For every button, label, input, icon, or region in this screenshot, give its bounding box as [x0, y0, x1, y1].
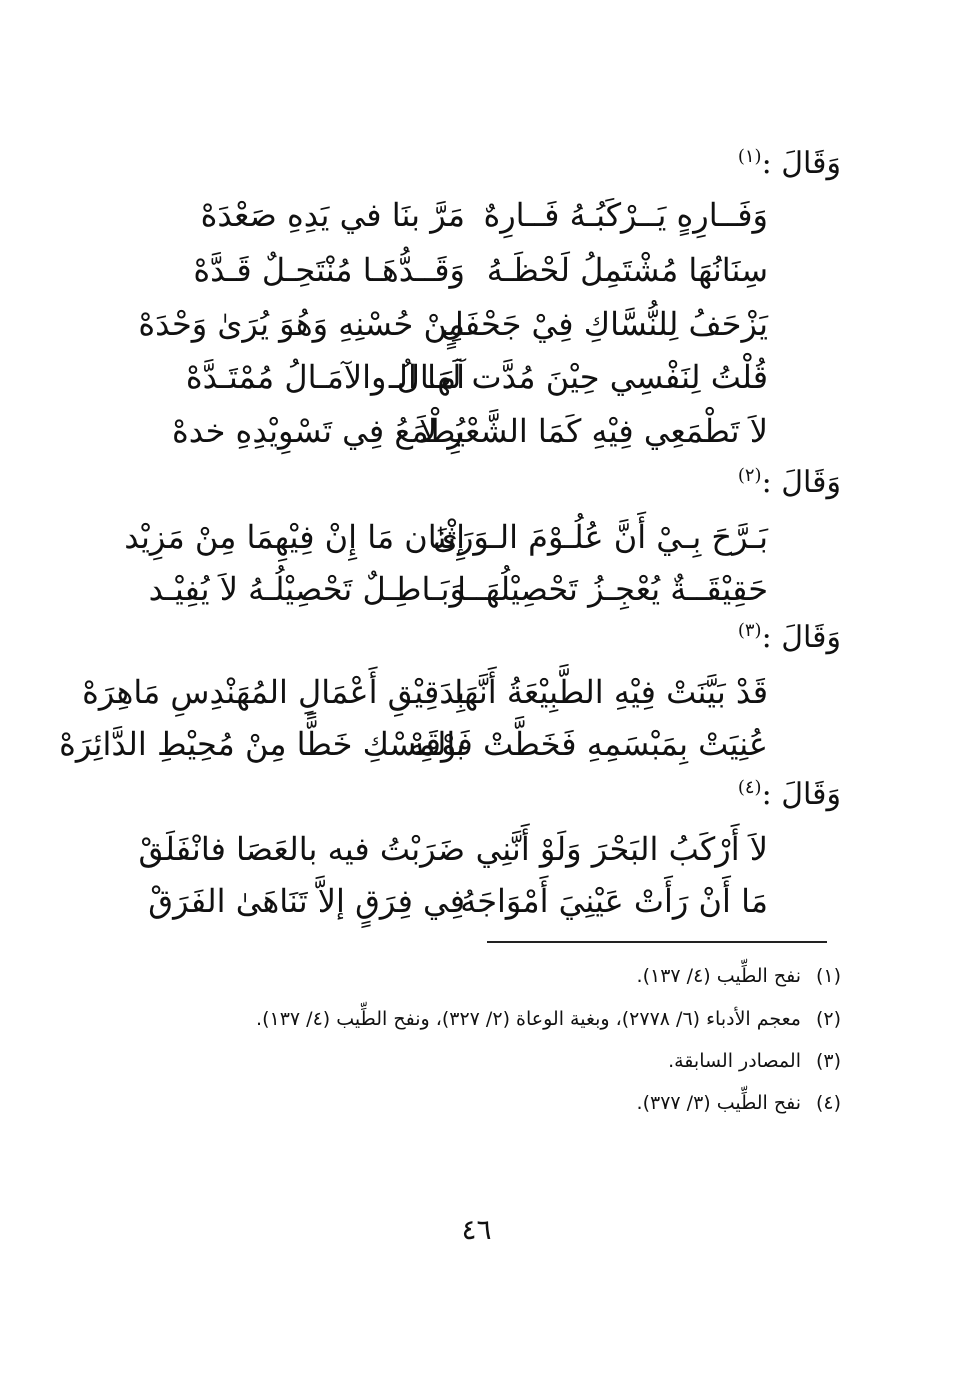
intro-text: وَقَالَ :	[761, 146, 841, 181]
footnote-ref: (٤)	[737, 777, 762, 798]
footnote-number: (١)	[815, 965, 841, 987]
verse-first-hemistich: وَفَــارِهٍ يَــرْكَبُـهُ فَــارِهٌ	[483, 196, 768, 234]
verse-first-hemistich: مَا أَنْ رَأَتْ عَيْنِيَ أَمْوَاجَهُ	[460, 882, 768, 920]
verse-second-hemistich: آمَـالُ والآمَـالُ مُمْتَـدَّهْ	[185, 358, 465, 396]
verse-first-hemistich: قُلْتُ لِنَفْسِي حِيْنَ مُدَّت لَهَا الـ	[388, 358, 768, 396]
verse-first-hemistich: لاَ أَرْكَبُ البَحْرَ وَلَوْ أَنَّنِي	[475, 830, 768, 868]
footnote	[637, 1092, 841, 1114]
verse-first-hemistich: عُنِيَتْ بِمَبْسَمِهِ فَخَطَّتْ فَوْقَهْ	[408, 725, 768, 763]
verse-first-hemistich: سِنَانُهَا مُشْتَمِلُ لَحْظَـهُ	[486, 251, 768, 289]
verse-second-hemistich: بِدَقِيْقِ أَعْمَالِ المُهَنْدِسِ مَاهِرَهْ	[82, 673, 465, 711]
verse-second-hemistich: إِثْنَان مَا إِنْ فِيْهِمَا مِنْ مَزِيْد	[124, 518, 465, 556]
footnote	[637, 965, 841, 987]
poem-intro	[738, 777, 841, 812]
verse-second-hemistich: وَقَــدُّهَـا مُنْتَحِـلٌ قَـدَّهْ	[193, 251, 465, 289]
poem-intro	[738, 465, 841, 500]
footnote-text: نفح الطِّيب (٤/ ١٣٧).	[636, 965, 801, 987]
footnote-text: المصادر السابقة.	[668, 1050, 801, 1072]
verse-second-hemistich: ضَرَبْتُ فيه بالعَصَا فانْفَلَقْ	[138, 830, 465, 868]
verse-second-hemistich: بالمِسْكِ خَطًّا مِنْ مُحِيْطِ الدَّائِرَهْ	[59, 725, 465, 763]
intro-text: وَقَالَ :	[761, 465, 841, 500]
footnote	[256, 1008, 841, 1030]
verse-first-hemistich: لاَ تَطْمَعِي فِيْهِ كَمَا الشَّعْرِ لاَ	[419, 412, 768, 450]
verse-first-hemistich: بَـرَّحَ بِـيْ أَنَّ عُلُـوْمَ الـوَرَىٰ	[432, 518, 768, 556]
footnote-separator	[487, 941, 827, 943]
footnote	[668, 1050, 841, 1072]
footnote-text: معجم الأدباء (٦/ ٢٧٧٨)، وبغية الوعاة (٢/ ٣٢٧)، ونفح الطِّيب (٤/ ١٣٧).	[256, 1008, 801, 1030]
poem-intro	[738, 620, 841, 655]
footnote-number: (٣)	[815, 1050, 841, 1072]
footnote-number: (٢)	[815, 1008, 841, 1030]
footnote-ref: (١)	[737, 146, 762, 167]
footnote-text: نفح الطِّيب (٣/ ٣٧٧).	[636, 1092, 801, 1114]
intro-text: وَقَالَ :	[761, 620, 841, 655]
verse-second-hemistich: مَرَّ بنَا في يَدِهِ صَعْدَهْ	[200, 196, 465, 234]
poem-intro	[738, 146, 841, 181]
footnote-ref: (٣)	[737, 620, 762, 641]
verse-first-hemistich: حَقِيْقَــةٌ يُعْجِـزُ تَحْصِيْلُهَــا	[457, 570, 768, 608]
verse-second-hemistich: يُطْمَعُ فِي تَسْوِيْدِهِ خدهْ	[172, 412, 465, 450]
footnote-ref: (٢)	[737, 465, 762, 486]
page-number: ٤٦	[461, 1213, 492, 1246]
verse-second-hemistich: فِي فِرَقٍ إلاَّ تَنَاهَىٰ الفَرَقْ	[148, 882, 465, 920]
verse-second-hemistich: مِنْ حُسْنِهِ وَهُوَ يُرَىٰ وَحْدَهْ	[138, 305, 465, 343]
intro-text: وَقَالَ :	[761, 777, 841, 812]
verse-first-hemistich: يَزْحَفُ لِلنُّسَّاكِ فِيْ جَحْفَلٍ	[440, 305, 768, 343]
footnote-number: (٤)	[815, 1092, 841, 1114]
verse-first-hemistich: قَدْ بَيَّنَتْ فِيْهِ الطَّبِيْعَةُ أَنَّهَا	[454, 673, 768, 711]
verse-second-hemistich: وَبَـاطِـلٌ تَحْصِيْلُـهُ لاَ يُفِيْـد	[148, 570, 465, 608]
